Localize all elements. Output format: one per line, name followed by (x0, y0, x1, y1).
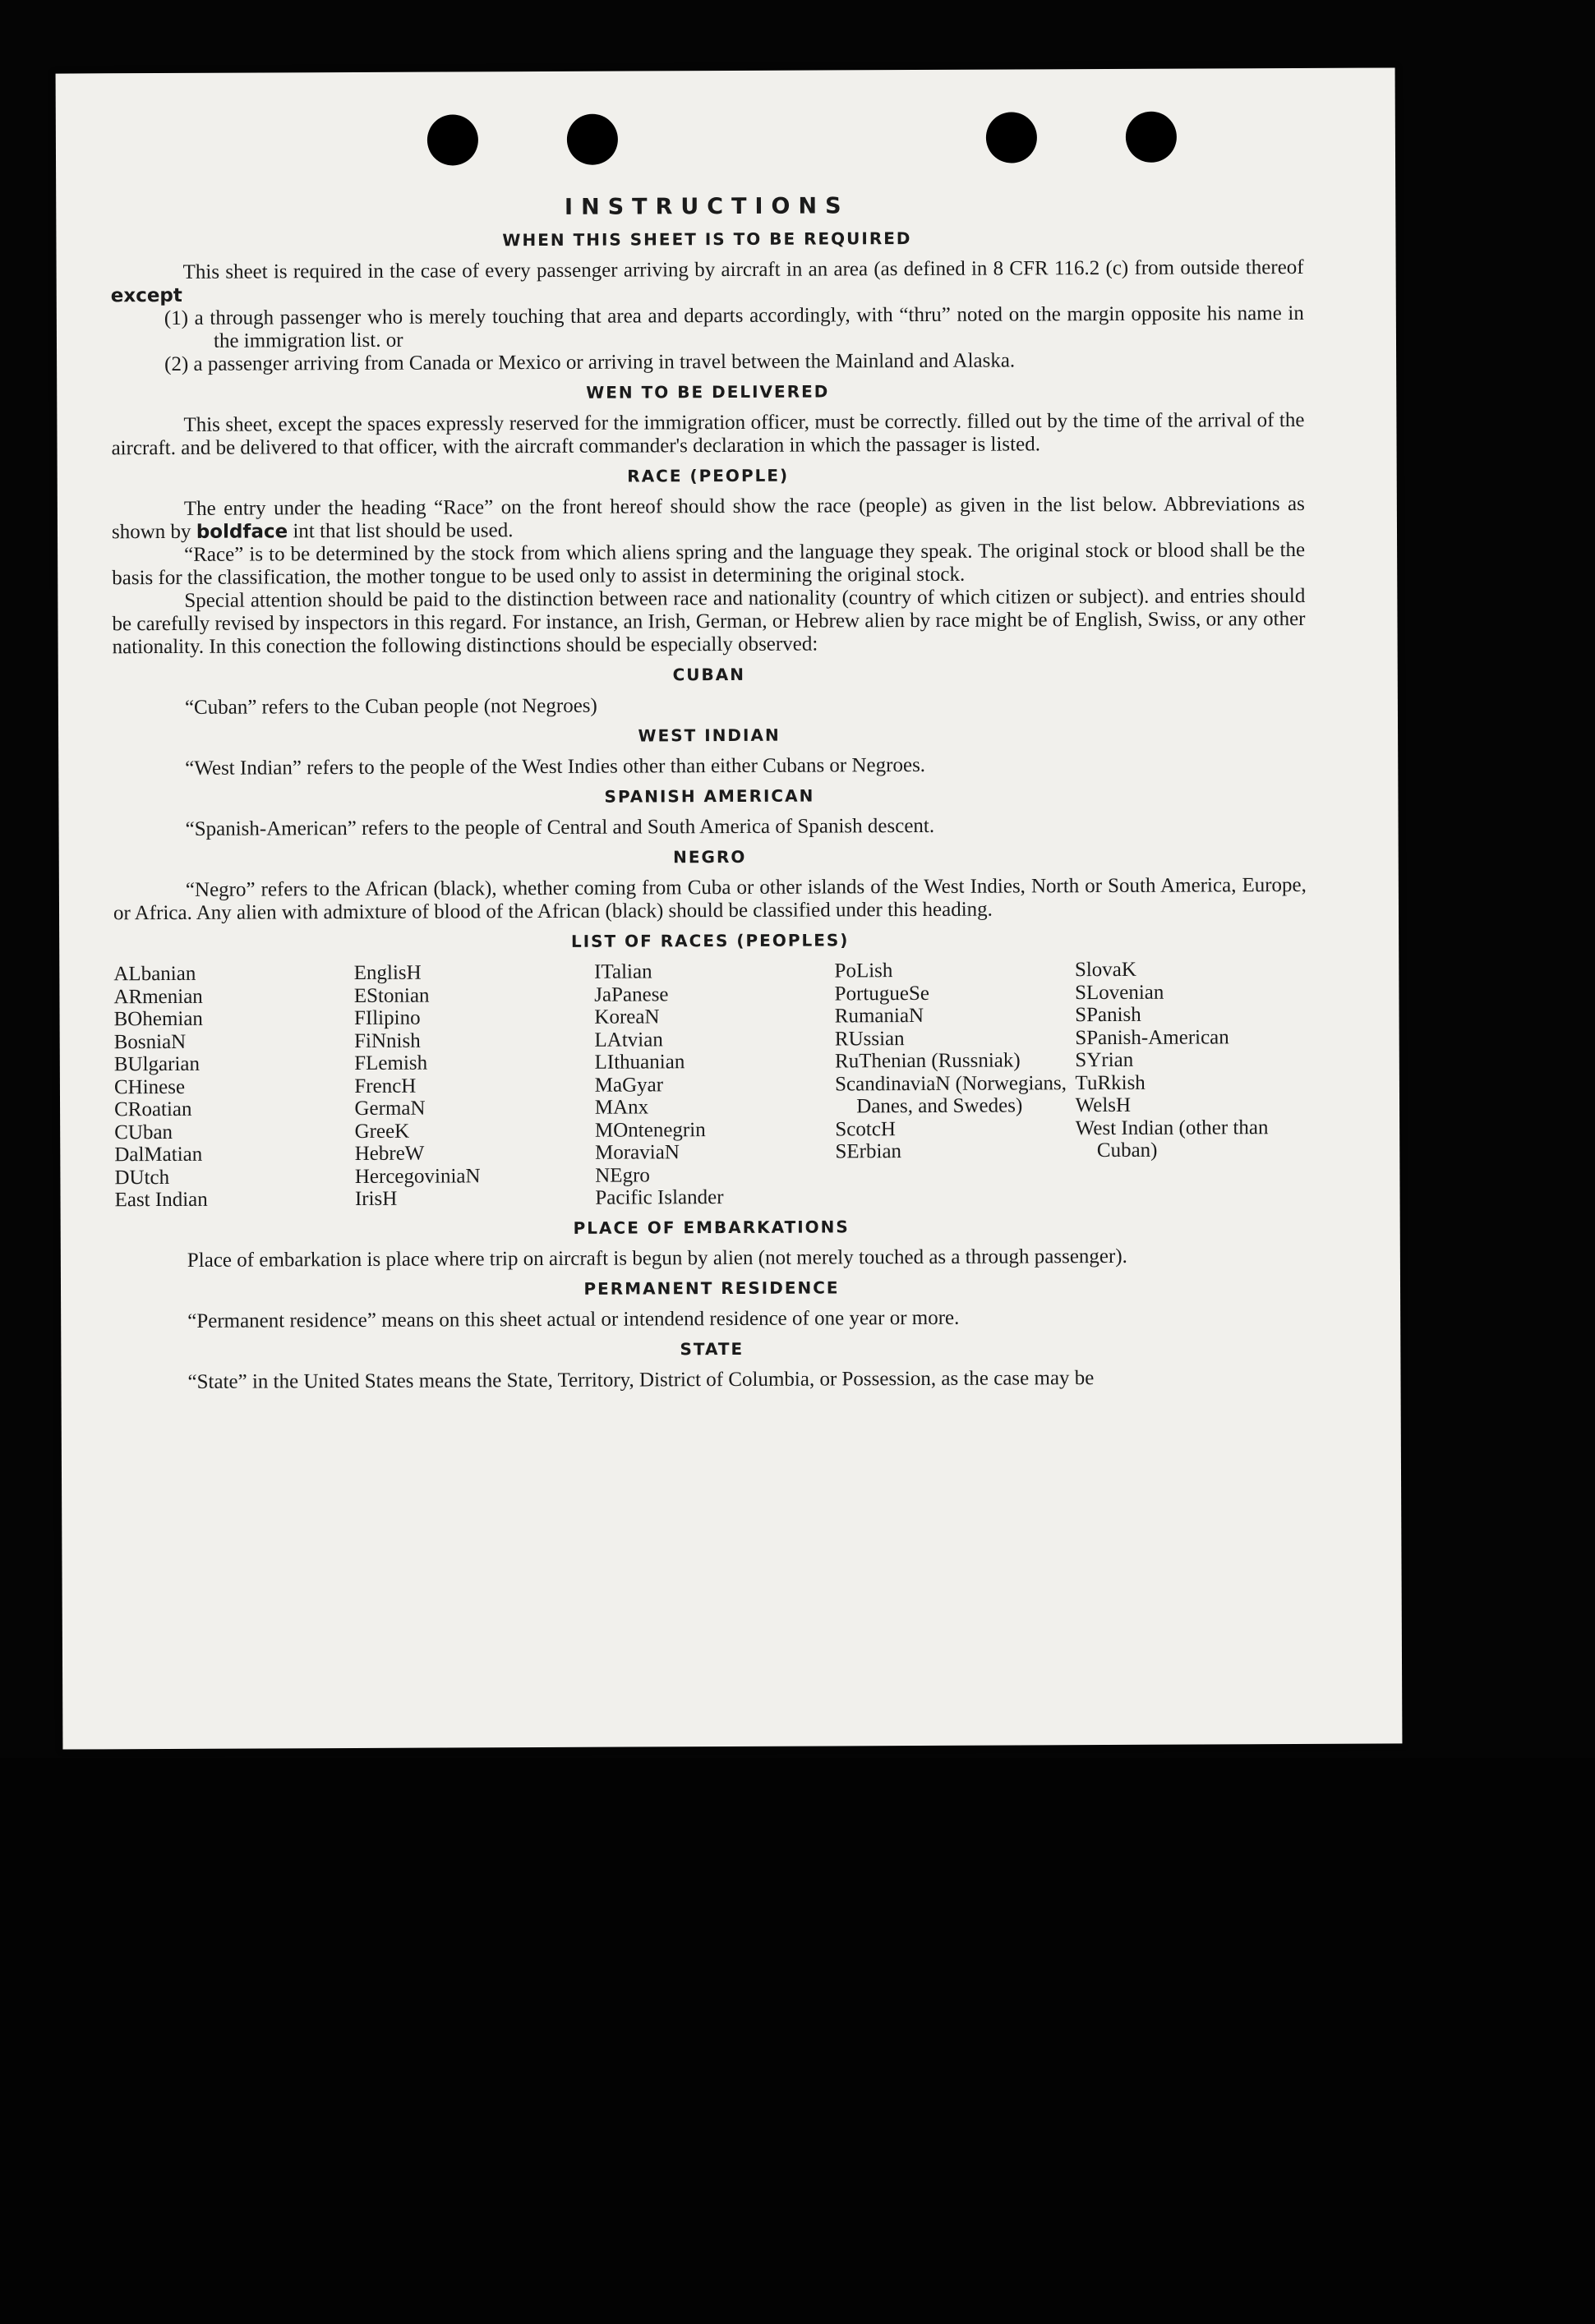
race-item: BUlgarian (113, 1052, 201, 1076)
race-item: RuThenian (Russniak) (834, 1049, 1021, 1073)
race-item: MOntenegrin (594, 1118, 706, 1142)
race-item: PortugueSe (834, 982, 929, 1005)
race-item: ScandinaviaN (Norwegians, Danes, and Swedes) (835, 1071, 1067, 1118)
heading-permanent-residence: PERMANENT RESIDENCE (583, 1277, 840, 1299)
race-item: Pacific Islander (595, 1186, 724, 1209)
race-item: ALbanian (113, 962, 196, 986)
race-item: MaGyar (594, 1073, 664, 1097)
races-column (1075, 958, 1308, 1208)
list-item-2: (2) a passenger arriving from Canada or Mexico or arriving in travel between the Mainland and Alaska. (164, 349, 1016, 375)
race-item: MoraviaN (595, 1141, 680, 1164)
paragraph-race-1: The entry under the heading “Race” on the front hereof should show the race (people) as given in the list below. Abbreviations as shown by boldface int that list should be used. (111, 492, 1305, 544)
race-item: JaPanese (594, 983, 669, 1006)
race-item: EStonian (353, 984, 430, 1007)
paragraph-negro: “Negro” refers to the African (black), whether coming from Cuba or other islands of the West Indies, North or South America, Europe, or Africa. Any alien with admixture of blood of the African (black) should be classified under this heading. (113, 873, 1307, 925)
race-item: GreeK (354, 1120, 410, 1143)
race-item: EnglisH (353, 961, 422, 984)
race-item: KoreaN (594, 1006, 660, 1029)
race-item: CRoatian (114, 1098, 192, 1121)
race-item: LAtvian (594, 1028, 663, 1052)
race-item: RumaniaN (834, 1004, 924, 1028)
punch-hole (427, 114, 478, 165)
boldface-bold: boldface (196, 521, 288, 543)
race-item: IrisH (354, 1187, 398, 1210)
paragraph-cuban: “Cuban” refers to the Cuban people (not Negroes) (184, 694, 597, 719)
paragraph-delivered: This sheet, except the spaces expressly reserved for the immigration officer, must be correctly. filled out by the time of the arrival of the aircraft. and be delivered to that officer, with the aircraft commander's declaration in which the passager is listed. (111, 408, 1305, 460)
paragraph-residence: “Permanent residence” means on this sheet actual or intendend residence of one year or more. (187, 1306, 960, 1332)
except-bold: except (110, 284, 182, 307)
races-column (594, 960, 827, 1209)
heading-race: RACE (PEOPLE) (627, 465, 790, 486)
race-item: FLemish (354, 1052, 428, 1075)
race-item: ARmenian (113, 985, 203, 1008)
paragraph-embarkation: Place of embarkation is place where trip on aircraft is begun by alien (not merely touched as a through passenger). (187, 1245, 1127, 1272)
race-item: RUssian (834, 1027, 905, 1050)
race-item: SPanish-American (1075, 1025, 1229, 1049)
race-item: BosniaN (113, 1030, 187, 1053)
race-item: FiNnish (354, 1029, 421, 1052)
heading-spanish-american: SPANISH AMERICAN (604, 785, 815, 807)
race-item: ITalian (594, 960, 652, 983)
races-list (113, 958, 1307, 1212)
race-item: SErbian (835, 1140, 902, 1163)
page-title: INSTRUCTIONS (564, 193, 850, 220)
race-item: SPanish (1075, 1003, 1141, 1027)
race-item: PoLish (834, 960, 893, 983)
race-item: ScotcH (835, 1117, 897, 1140)
race-item: SlovaK (1074, 958, 1136, 982)
race-item: GermaN (354, 1097, 426, 1120)
race-item: LIthuanian (594, 1051, 685, 1074)
heading-place-of-embarkation: PLACE OF EMBARKATIONS (573, 1216, 850, 1238)
list-item-1: (1) a through passenger who is merely touching that area and departs accordingly, with “thru” noted on the margin opposite his name in the immigration list. or (164, 301, 1304, 352)
punch-hole (567, 114, 618, 165)
heading-west-indian: WEST INDIAN (638, 725, 781, 746)
race-item: SLovenian (1074, 981, 1164, 1004)
race-item: TuRkish (1075, 1071, 1146, 1094)
punch-hole (986, 112, 1037, 163)
race-item: HercegoviniaN (354, 1164, 481, 1188)
paragraph-west-indian: “West Indian” refers to the people of the West Indies other than either Cubans or Negroes. (185, 753, 926, 780)
paragraph-state: “State” in the United States means the State, Territory, District of Columbia, or Possession, as the case may be (187, 1366, 1095, 1393)
heading-when-required: WHEN THIS SHEET IS TO BE REQUIRED (502, 228, 912, 251)
paragraph-race-3: Special attention should be paid to the distinction between race and nationality (country of which citizen or subject). and entries should be carefully revised by inspectors in this regard. For instance, an Irish, German, or Hebrew alien by race might be of English, Swiss, or any other nationality. In this conection the following distinctions should be especially observed: (112, 584, 1306, 659)
heading-list-of-races: LIST OF RACES (PEOPLES) (570, 930, 850, 951)
paragraph-race-2: “Race” is to be determined by the stock from which aliens spring and the language they speak. The original stock or blood shall be the basis for the classification, the mother tongue to be used only to assist in determining the original stock. (112, 538, 1306, 590)
race-item: MAnx (594, 1096, 649, 1119)
race-item: FIlipino (353, 1006, 421, 1029)
race-item: BOhemian (113, 1007, 203, 1031)
heading-negro: NEGRO (673, 846, 747, 867)
race-item: DalMatian (114, 1143, 203, 1167)
paragraph-required-intro: This sheet is required in the case of every passenger arriving by aircraft in an area (as defined in 8 CFR 116.2 (c) from outside thereof except (110, 255, 1304, 307)
heading-when-delivered: WEN TO BE DELIVERED (586, 381, 830, 403)
race-item: DUtch (114, 1166, 170, 1189)
heading-state: STATE (680, 1338, 744, 1359)
races-column (354, 961, 588, 1211)
race-item: WelsH (1075, 1093, 1132, 1117)
race-item: CUban (114, 1121, 173, 1144)
races-column (113, 962, 347, 1212)
scanner-background (0, 1758, 1595, 2324)
race-item: CHinese (113, 1075, 186, 1098)
paragraph-spanish-american: “Spanish-American” refers to the people of Central and South America of Spanish descent. (185, 814, 935, 840)
punch-hole (1126, 112, 1177, 163)
heading-cuban: CUBAN (672, 664, 745, 685)
race-item: West Indian (other than Cuban) (1075, 1116, 1269, 1162)
race-item: NEgro (595, 1163, 650, 1187)
race-item: FrencH (354, 1075, 417, 1098)
race-item: SYrian (1075, 1048, 1134, 1072)
document-sheet (56, 67, 1403, 1749)
document-body (110, 191, 1308, 1394)
races-column (834, 959, 1067, 1208)
race-item: East Indian (114, 1188, 208, 1212)
race-item: HebreW (354, 1142, 425, 1165)
